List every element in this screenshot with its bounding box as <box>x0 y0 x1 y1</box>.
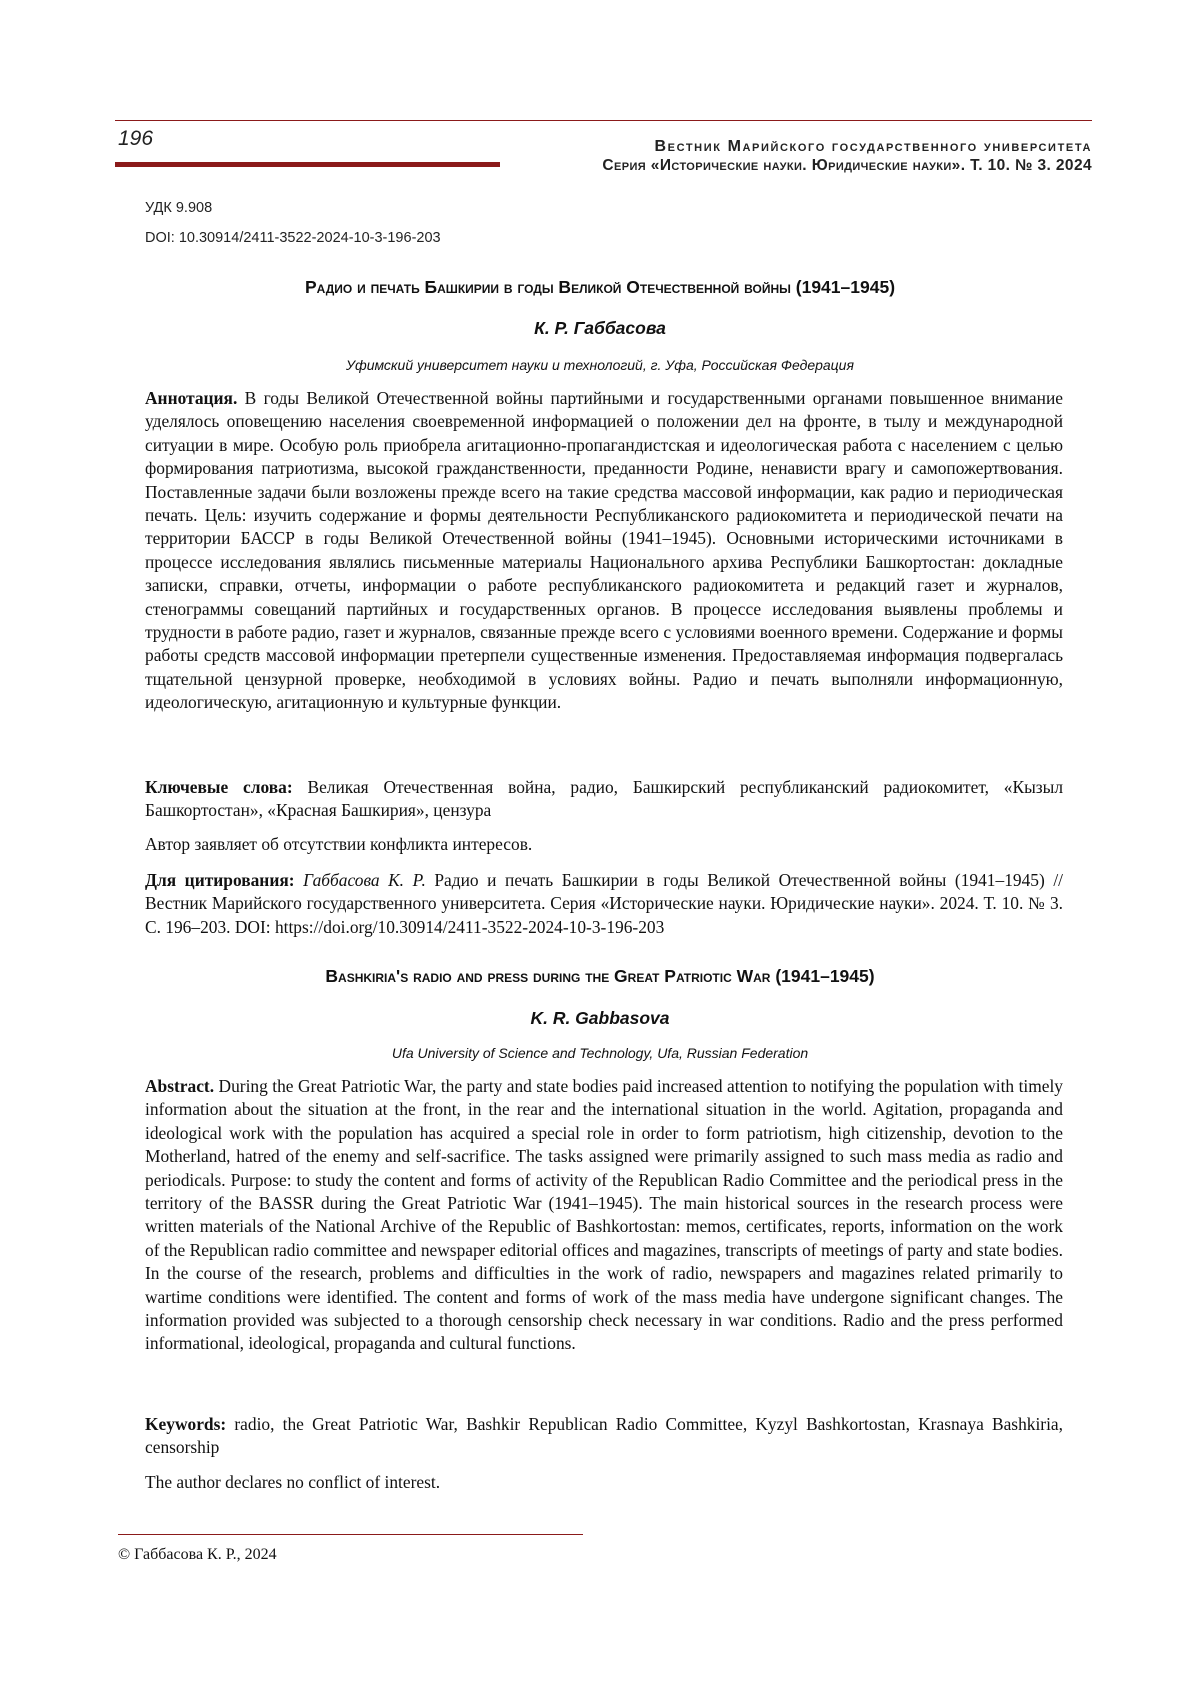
ru-citation <box>145 869 1063 939</box>
page-number: 196 <box>118 127 153 151</box>
ru-citation-text: Радио и печать Башкирии в годы Великой Отечественной войны (1941–1945) // Вестник Марийского государственного университета. Серия «Исторические науки. Юридические науки». 2024. Т. 10. № 3. С. 196–203. DOI: https://doi.org/10.30914/2411-3522-2024-10-3-196-203 <box>145 870 1063 937</box>
en-conflict-statement: The author declares no conflict of interest. <box>145 1471 1063 1494</box>
en-abstract-text: During the Great Patriotic War, the party and state bodies paid increased attention to notifying the population with timely information about the situation at the front, in the rear and the international situation in the world. Agitation, propaganda and ideological work with the population has acquired a special role in order to form patriotism, high citizenship, devotion to the Motherland, hatred of the enemy and self-sacrifice. The tasks assigned were primarily assigned to such mass media as radio and periodicals. Purpose: to study the content and forms of activity of the Republican Radio Committee and the periodical press in the territory of the BASSR during the Great Patriotic War (1941–1945). The main historical sources in the research process were written materials of the National Archive of the Republic of Bashkortostan: memos, certificates, reports, information on the work of the Republican radio committee and newspaper editorial offices and magazines, transcripts of meetings of party and state bodies. In the course of the research, problems and difficulties in the work of radio, newspapers and magazines related primarily to wartime conditions were identified. The content and forms of work of the mass media have undergone significant changes. The information provided was subjected to a thorough censorship check necessary in war conditions. Radio and the press performed informational, ideological, propaganda and cultural functions. <box>145 1076 1063 1353</box>
ru-abstract-text: В годы Великой Отечественной войны партийными и государственными органами повышенное внимание уделялось оповещению населения своевременной информацией о положении дел на фронте, в тылу и международной ситуации в мире. Особую роль приобрела агитационно-пропагандистская и идеологическая работа с населением с целью формирования патриотизма, высокой гражданственности, преданности Родине, ненависти врагу и самопожертвования. Поставленные задачи были возложены прежде всего на такие средства массовой информации, как радио и периодическая печать. Цель: изучить содержание и формы деятельности Республиканского радиокомитета и периодической печати на территории БАССР в годы Великой Отечественной войны (1941–1945). Основными историческими источниками в процессе исследования являлись письменные материалы Национального архива Республики Башкортостан: докладные записки, справки, отчеты, информации о работе республиканского радиокомитета и редакций газет и журналов, стенограммы совещаний партийных и государственных органов. В процессе исследования выявлены проблемы и трудности в работе радио, газет и журналов, связанные прежде всего с условиями военного времени. Содержание и формы работы средств массовой информации претерпели существенные изменения. Предоставляемая информация подвергалась тщательной цензурной проверке, необходимой в условиях войны. Радио и печать выполняли информационную, идеологическую, агитационную и культурные функции. <box>145 388 1063 712</box>
ru-citation-label: Для цитирования: <box>145 870 295 890</box>
ru-citation-author: Габбасова К. Р. <box>303 870 426 890</box>
footnote-rule <box>118 1534 583 1535</box>
ru-keywords-text: Великая Отечественная война, радио, Башкирский республиканский радиокомитет, «Кызыл Башкортостан», «Красная Башкирия», цензура <box>145 777 1063 820</box>
header-accent-bar <box>115 162 500 167</box>
ru-article-title: Радио и печать Башкирии в годы Великой Отечественной войны (1941–1945) <box>100 277 1100 298</box>
ru-abstract-label: Аннотация. <box>145 388 237 408</box>
copyright-notice: © Габбасова К. Р., 2024 <box>118 1546 277 1564</box>
en-author: K. R. Gabbasova <box>100 1008 1100 1029</box>
ru-author: К. Р. Габбасова <box>100 318 1100 339</box>
doi: DOI: 10.30914/2411-3522-2024-10-3-196-203 <box>145 230 441 246</box>
udk-code: УДК 9.908 <box>145 200 212 216</box>
en-keywords <box>145 1413 1063 1460</box>
en-article-title: Bashkiria's radio and press during the Great Patriotic War (1941–1945) <box>100 966 1100 987</box>
journal-title-line1: Вестник Марийского государственного университета <box>602 137 1092 156</box>
ru-affiliation: Уфимский университет науки и технологий, г. Уфа, Российская Федерация <box>100 357 1100 373</box>
en-keywords-text: radio, the Great Patriotic War, Bashkir Republican Radio Committee, Kyzyl Bashkortostan, Krasnaya Bashkiria, censorship <box>145 1414 1063 1457</box>
en-abstract <box>145 1075 1063 1356</box>
en-keywords-label: Keywords: <box>145 1414 226 1434</box>
header-top-rule <box>115 120 1092 121</box>
en-abstract-label: Abstract. <box>145 1076 214 1096</box>
en-affiliation: Ufa University of Science and Technology, Ufa, Russian Federation <box>100 1045 1100 1061</box>
ru-keywords <box>145 776 1063 823</box>
ru-conflict-statement: Автор заявляет об отсутствии конфликта интересов. <box>145 833 1063 856</box>
article-page <box>0 0 1200 1697</box>
ru-keywords-label: Ключевые слова: <box>145 777 293 797</box>
journal-title-line2: Серия «Исторические науки. Юридические науки». Т. 10. № 3. 2024 <box>602 156 1092 175</box>
ru-abstract <box>145 387 1063 715</box>
journal-title <box>602 137 1092 175</box>
